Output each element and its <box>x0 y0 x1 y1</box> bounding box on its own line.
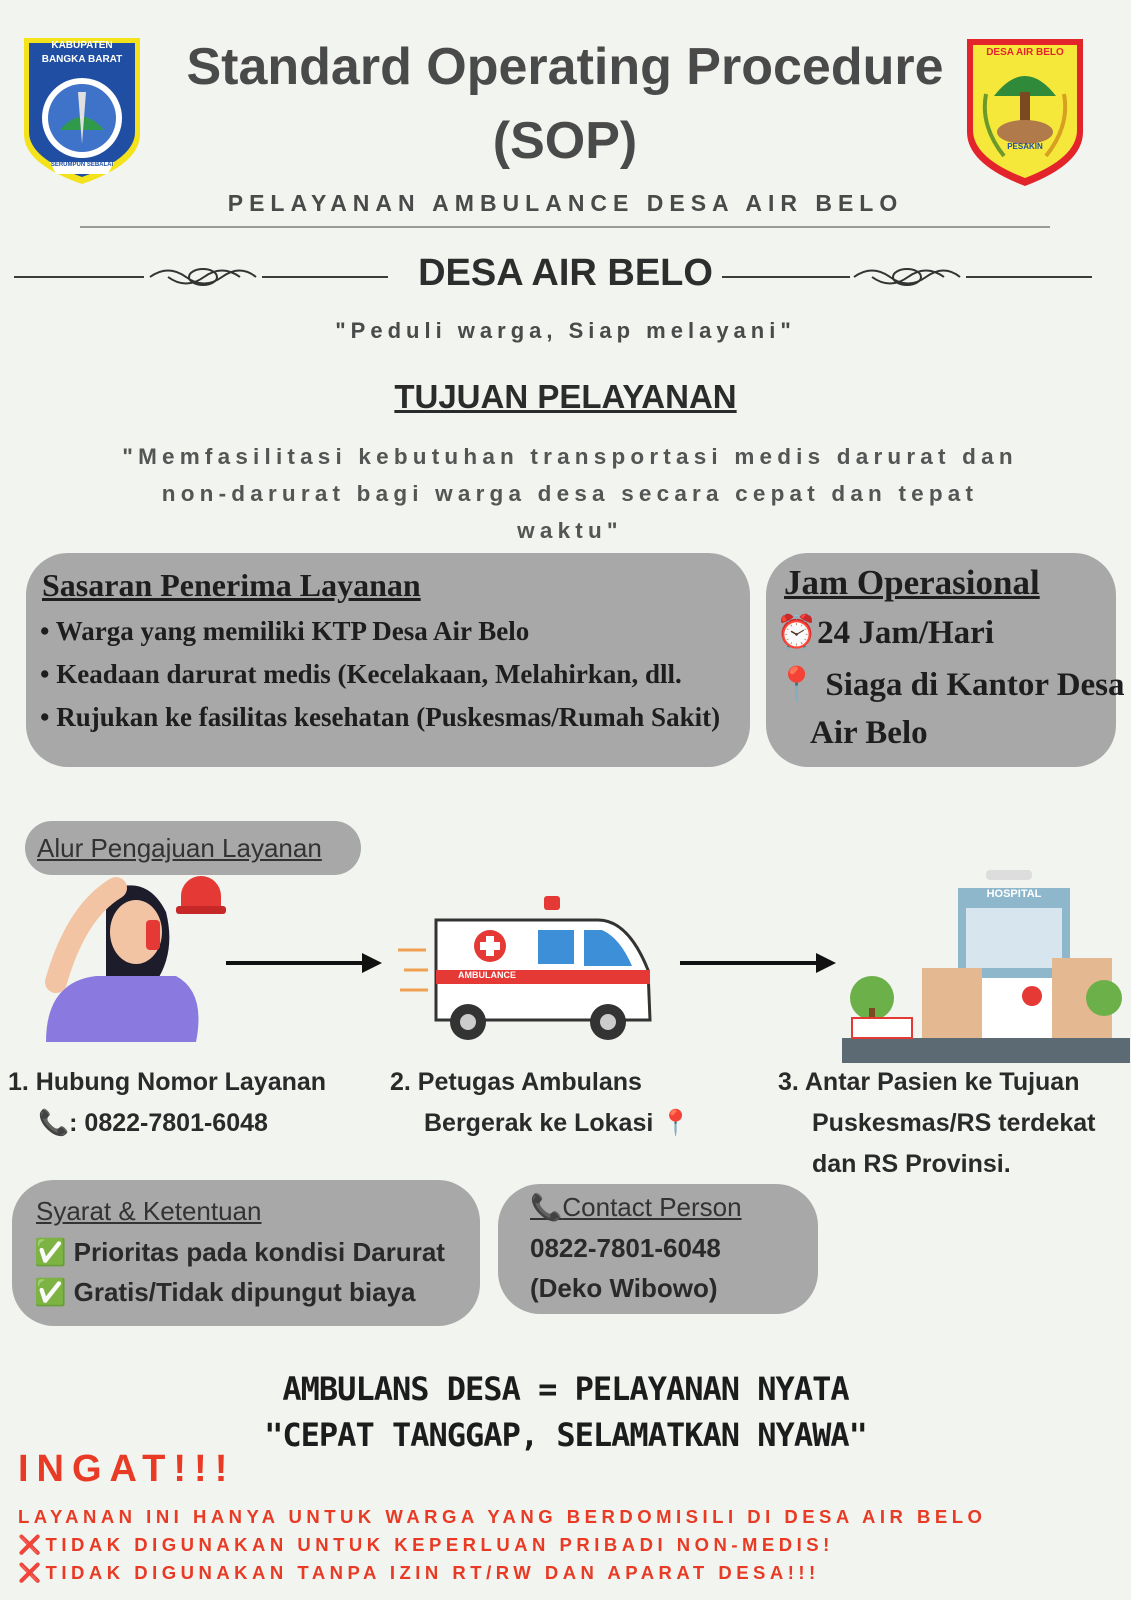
pin-icon: 📍 <box>776 667 818 703</box>
phone-icon: 📞 <box>530 1192 563 1222</box>
warning-line-2-text: TIDAK DIGUNAKAN UNTUK KEPERLUAN PRIBADI NON-MEDIS! <box>45 1534 834 1555</box>
hours-heading: Jam Operasional <box>784 563 1040 602</box>
hours-line-location <box>776 665 1125 704</box>
logo-left-top-text: KABUPATEN <box>51 40 113 51</box>
step-3-line-3: dan RS Provinsi. <box>812 1150 1011 1178</box>
desa-air-belo-logo <box>964 36 1086 188</box>
warning-heading: INGAT!!! <box>18 1448 236 1490</box>
contact-phone[interactable]: 0822-7801-6048 <box>530 1233 721 1263</box>
logo-left-bottom-text: SERUMPUN SEBALAI <box>50 162 114 168</box>
phone-icon: 📞 <box>38 1109 70 1137</box>
title-line-2: (SOP) <box>492 112 638 170</box>
arrow-2 <box>680 951 836 980</box>
hospital-label: HOSPITAL <box>986 888 1042 900</box>
cross-icon: ❌ <box>18 1534 46 1555</box>
step-3 <box>778 1062 1095 1185</box>
warning-line-3-text: TIDAK DIGUNAKAN TANPA IZIN RT/RW DAN APARAT DESA!!! <box>45 1562 820 1583</box>
ambulance-label: AMBULANCE <box>458 970 516 980</box>
title-line-1: Standard Operating Procedure <box>186 38 944 96</box>
village-motto: "Peduli warga, Siap melayani" <box>335 318 796 343</box>
contact-heading: Contact Person <box>562 1192 742 1222</box>
flow-heading: Alur Pengajuan Layanan <box>37 833 322 863</box>
warning-line-1: LAYANAN INI HANYA UNTUK WARGA YANG BERDOMISILI DI DESA AIR BELO <box>18 1506 987 1527</box>
targets-heading: Sasaran Penerima Layanan <box>42 567 421 603</box>
logo-left-mid-text: BANGKA BARAT <box>41 54 123 65</box>
targets-item: • Keadaan darurat medis (Kecelakaan, Melahirkan, dll. <box>40 659 682 689</box>
step-3-title: 3. Antar Pasien ke Tujuan <box>778 1068 1080 1096</box>
page-subtitle: PELAYANAN AMBULANCE DESA AIR BELO <box>227 190 904 216</box>
check-icon: ✅ <box>34 1277 67 1307</box>
step-2-title: 2. Petugas Ambulans <box>390 1068 642 1096</box>
step-1-phone-row <box>8 1103 326 1144</box>
slogan-line-1: AMBULANS DESA = PELAYANAN NYATA <box>282 1370 849 1408</box>
logo-right-bottom-text: PESAKIN <box>1007 142 1043 151</box>
warning-line-2 <box>18 1534 834 1556</box>
contact-card <box>498 1184 818 1314</box>
logo-right-top-text: DESA AIR BELO <box>986 47 1064 58</box>
contact-heading-row <box>530 1192 742 1223</box>
terms-item-text: Prioritas pada kondisi Darurat <box>73 1237 445 1267</box>
check-icon: ✅ <box>34 1237 67 1267</box>
header-divider <box>80 226 1050 228</box>
hours-location-text: Siaga di Kantor Desa <box>825 667 1125 703</box>
ambulance-illustration <box>398 880 660 1050</box>
terms-heading: Syarat & Ketentuan <box>36 1196 262 1226</box>
caller-woman-illustration <box>36 872 226 1042</box>
slogan-line-2: "CEPAT TANGGAP, SELAMATKAN NYAWA" <box>264 1416 867 1454</box>
hours-card <box>766 553 1125 767</box>
targets-card <box>26 553 750 767</box>
step-2-text: Bergerak ke Lokasi <box>424 1109 654 1137</box>
ornament-line-right-1 <box>722 276 850 278</box>
step-1-phone: : 0822-7801-6048 <box>69 1109 268 1137</box>
page-title <box>160 30 970 178</box>
bangka-barat-logo <box>20 34 144 186</box>
terms-card <box>12 1180 480 1326</box>
step-1 <box>8 1062 326 1144</box>
step-2 <box>390 1062 691 1144</box>
flow-heading-pill <box>25 821 361 875</box>
hours-line-24h <box>776 613 994 652</box>
terms-item <box>34 1232 445 1273</box>
hospital-illustration <box>842 868 1130 1063</box>
targets-item: • Warga yang memiliki KTP Desa Air Belo <box>40 616 530 646</box>
purpose-heading: TUJUAN PELAYANAN <box>394 378 737 415</box>
hours-24h-text: 24 Jam/Hari <box>817 615 994 651</box>
purpose-text: "Memfasilitasi kebutuhan transportasi medis darurat dan non-darurat bagi warga desa secara cepat dan tepat waktu" <box>122 444 1018 543</box>
contact-name: (Deko Wibowo) <box>530 1273 718 1303</box>
terms-item-text: Gratis/Tidak dipungut biaya <box>73 1277 416 1307</box>
cross-icon: ❌ <box>18 1562 46 1583</box>
ornament-line-right-2 <box>966 276 1092 278</box>
warning-line-3 <box>18 1562 820 1584</box>
targets-item: • Rujukan ke fasilitas kesehatan (Puskesmas/Rumah Sakit) <box>40 702 721 732</box>
hours-location-text-2: Air Belo <box>810 715 928 751</box>
ornament-right-icon <box>852 262 962 297</box>
alarm-clock-icon: ⏰ <box>776 615 818 651</box>
step-3-line-2: Puskesmas/RS terdekat <box>812 1109 1096 1137</box>
step-2-row <box>390 1103 691 1144</box>
step-1-title: 1. Hubung Nomor Layanan <box>8 1068 327 1096</box>
arrow-1 <box>226 951 382 980</box>
terms-item <box>34 1272 416 1313</box>
village-name: DESA AIR BELO <box>418 252 713 294</box>
pin-icon: 📍 <box>660 1109 692 1137</box>
